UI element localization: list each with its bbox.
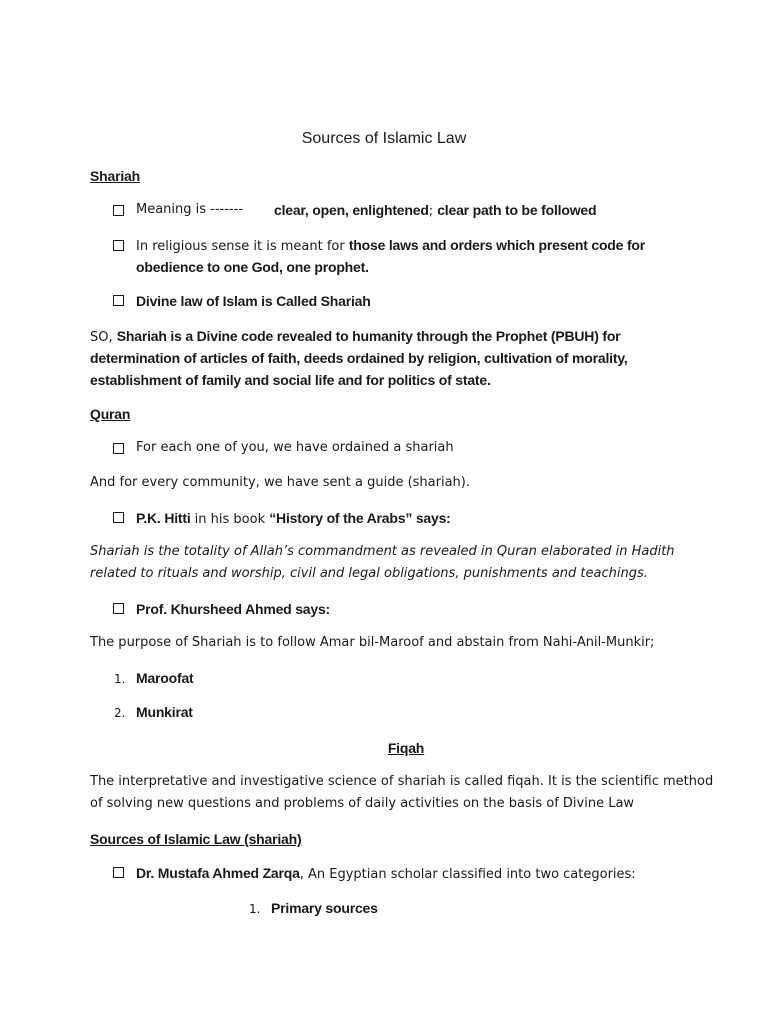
checkbox-bullet-icon xyxy=(113,603,124,614)
bullet-meaning xyxy=(136,200,243,220)
list-number: 1. xyxy=(249,902,261,916)
religious-bold-2: obedience to one God, one prophet. xyxy=(136,259,369,275)
bullet-zarqa xyxy=(136,863,636,885)
checkbox-bullet-icon xyxy=(113,295,124,306)
quran-heading: Quran xyxy=(90,406,131,422)
meaning-sep: ; xyxy=(428,204,434,219)
checkbox-bullet-icon xyxy=(113,443,124,454)
so-paragraph-line-1 xyxy=(90,326,620,348)
quote-line-2: related to rituals and worship, civil and legal obligations, punishments and teachings. xyxy=(90,566,648,581)
hitti-name: P.K. Hitti xyxy=(136,510,191,526)
religious-text: In religious sense it is meant for xyxy=(136,239,345,254)
bullet-divine-law: Divine law of Islam is Called Shariah xyxy=(136,293,371,309)
bullet-ordained: For each one of you, we have ordained a shariah xyxy=(136,440,454,455)
so-paragraph-line-3: establishment of family and social life and for politics of state. xyxy=(90,372,491,388)
zarqa-name: Dr. Mustafa Ahmed Zarqa xyxy=(136,865,300,881)
list-item-munkirat: Munkirat xyxy=(136,704,193,720)
so-bold-1: Shariah is a Divine code revealed to humanity through the Prophet (PBUH) for xyxy=(116,328,621,344)
list-number: 2. xyxy=(114,706,126,720)
shariah-heading: Shariah xyxy=(90,168,140,184)
bullet-religious-sense xyxy=(136,235,645,257)
religious-bold-1: those laws and orders which present code for xyxy=(348,237,646,253)
purpose-line: The purpose of Shariah is to follow Amar bil-Maroof and abstain from Nahi-Anil-Munkir; xyxy=(90,635,655,650)
hitti-mid: in his book xyxy=(194,512,266,527)
so-paragraph-line-2: determination of articles of faith, deeds ordained by religion, cultivation of morality, xyxy=(90,350,628,366)
checkbox-bullet-icon xyxy=(113,512,124,523)
page-title: Sources of Islamic Law xyxy=(301,130,467,147)
fiqah-line-2: of solving new questions and problems of daily activities on the basis of Divine Law xyxy=(90,796,635,811)
bullet-khursheed: Prof. Khursheed Ahmed says: xyxy=(136,601,331,617)
list-item-maroofat: Maroofat xyxy=(136,670,194,686)
meaning-label: Meaning is ------- xyxy=(136,202,244,217)
zarqa-rest: , An Egyptian scholar classified into two categories: xyxy=(299,867,636,882)
bullet-meaning-def xyxy=(274,200,596,222)
fiqah-line-1: The interpretative and investigative science of shariah is called fiqah. It is the scientific method xyxy=(90,774,714,789)
list-number: 1. xyxy=(114,672,126,686)
community-line: And for every community, we have sent a guide (shariah). xyxy=(90,475,470,490)
checkbox-bullet-icon xyxy=(113,205,124,216)
list-item-primary-sources: Primary sources xyxy=(271,900,378,916)
quote-line-1: Shariah is the totality of Allah’s commandment as revealed in Quran elaborated in Hadith xyxy=(90,544,675,559)
sources-heading: Sources of Islamic Law (shariah) xyxy=(90,831,302,847)
hitti-book: “History of the Arabs” says: xyxy=(269,510,451,526)
bullet-hitti xyxy=(136,508,451,530)
checkbox-bullet-icon xyxy=(113,240,124,251)
fiqah-heading: Fiqah xyxy=(387,740,425,756)
so-prefix: SO, xyxy=(90,330,113,345)
checkbox-bullet-icon xyxy=(113,867,124,878)
meaning-bold: clear, open, enlightened xyxy=(274,202,429,218)
meaning-bold-2: clear path to be followed xyxy=(437,202,597,218)
